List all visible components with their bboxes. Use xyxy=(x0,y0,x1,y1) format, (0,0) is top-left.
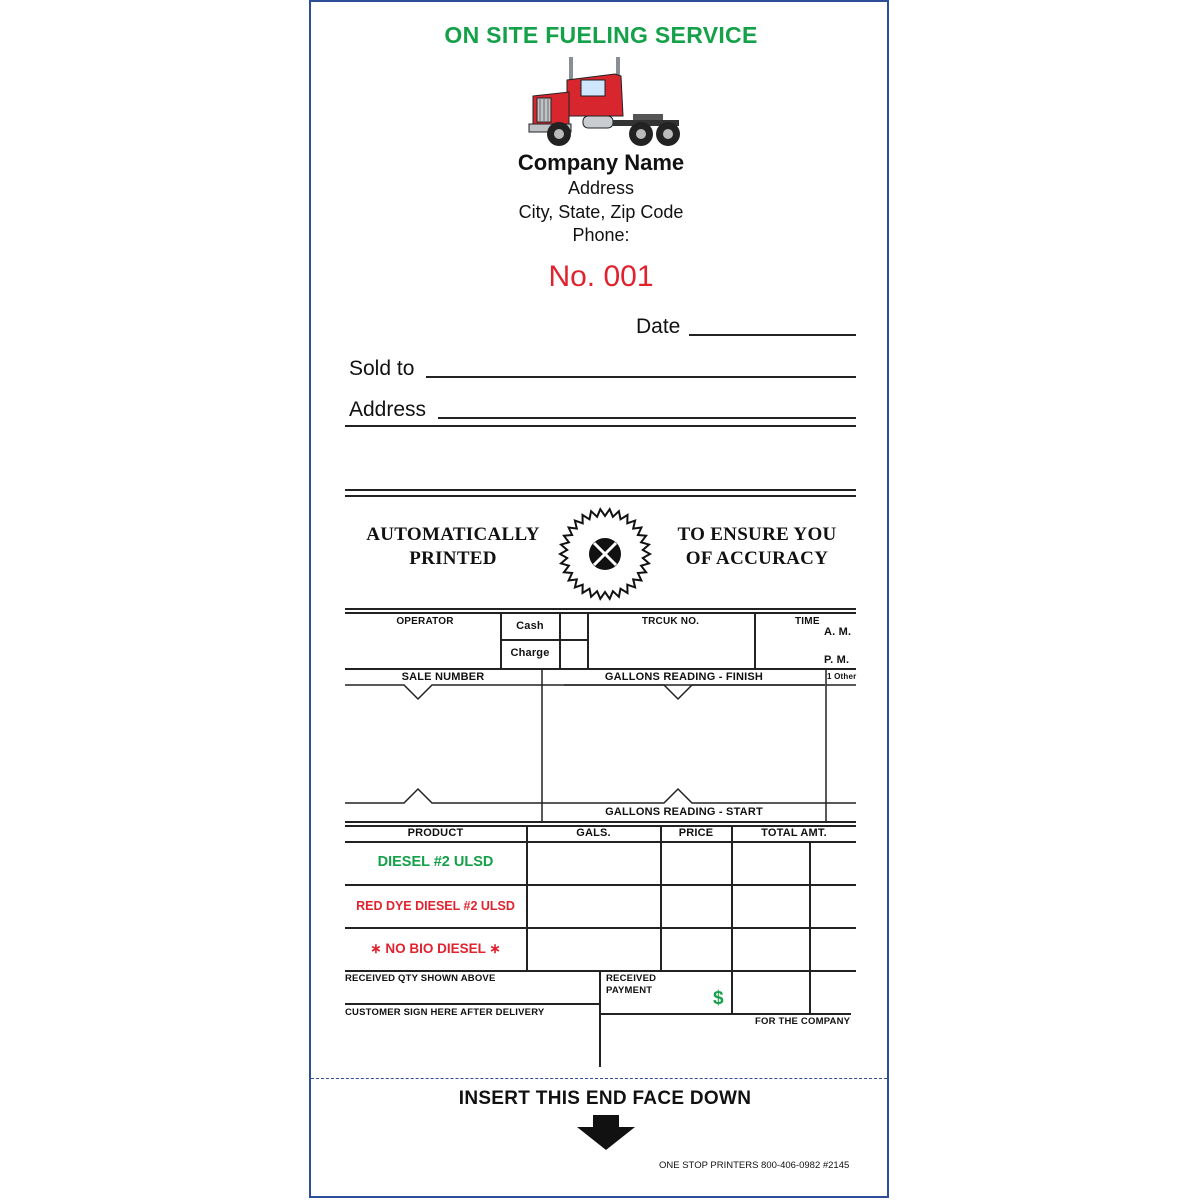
section-divider-bottom xyxy=(345,495,856,497)
truck-no-label: TRCUK NO. xyxy=(641,616,700,627)
cash-checkbox-divider xyxy=(559,612,561,668)
operator-label: OPERATOR xyxy=(396,616,454,627)
auto-printed-line-1: AUTOMATICALLY xyxy=(366,524,540,545)
accuracy-line-2: OF ACCURACY xyxy=(685,548,829,569)
gals-col-divider xyxy=(660,825,662,970)
company-name: Company Name xyxy=(517,150,685,175)
product-row-1-bottom xyxy=(345,884,856,886)
gallons-start-label: GALLONS READING - START xyxy=(605,806,763,818)
product-table-top-a xyxy=(345,821,856,823)
accuracy-line-1: TO ENSURE YOU xyxy=(677,524,837,545)
payment-bottom-line xyxy=(599,1013,851,1015)
info-row-top-b xyxy=(345,612,856,614)
received-payment-line-1: RECEIVED xyxy=(606,973,657,984)
company-phone: Phone: xyxy=(572,225,630,245)
product-col-divider xyxy=(526,825,528,970)
price-header: PRICE xyxy=(678,827,714,839)
received-payment-line-2: PAYMENT xyxy=(606,985,653,996)
fuel-ticket-form xyxy=(309,0,889,1198)
cash-label[interactable]: Cash xyxy=(516,620,544,632)
address-divider xyxy=(345,425,856,427)
cash-charge-divider xyxy=(500,639,588,641)
address-label: Address xyxy=(349,398,427,421)
received-qty-label: RECEIVED QTY SHOWN ABOVE xyxy=(345,973,496,984)
product-row-3-bottom xyxy=(345,970,856,972)
price-col-divider xyxy=(731,825,733,1015)
insert-instruction: INSERT THIS END FACE DOWN xyxy=(458,1088,752,1109)
customer-sign-line[interactable] xyxy=(345,1003,599,1005)
for-company-label: FOR THE COMPANY xyxy=(755,1016,851,1027)
customer-sign-label: CUSTOMER SIGN HERE AFTER DELIVERY xyxy=(345,1007,545,1018)
charge-label[interactable]: Charge xyxy=(510,647,550,659)
date-label: Date xyxy=(636,315,681,338)
sold-to-label: Sold to xyxy=(349,357,415,380)
info-row-top-a xyxy=(345,608,856,610)
product-row-red-dye: RED DYE DIESEL #2 ULSD xyxy=(356,899,515,913)
payment-divider xyxy=(599,970,601,1067)
auto-printed-line-2: PRINTED xyxy=(409,548,497,569)
sale-number-label: SALE NUMBER xyxy=(401,671,485,683)
gallons-finish-label: GALLONS READING - FINISH xyxy=(604,671,764,683)
product-row-no-bio: ∗ NO BIO DIESEL ∗ xyxy=(370,941,501,956)
pm-label[interactable]: P. M. xyxy=(824,654,850,666)
product-row-2-bottom xyxy=(345,927,856,929)
service-title: ON SITE FUELING SERVICE xyxy=(444,22,758,48)
section-divider-top xyxy=(345,489,856,491)
sold-to-line[interactable] xyxy=(426,376,856,378)
perforation-line xyxy=(311,1078,887,1079)
arrow-down-icon xyxy=(575,1115,637,1151)
address-line[interactable] xyxy=(438,417,856,419)
product-header: PRODUCT xyxy=(407,827,464,839)
other-label: 1 Other xyxy=(827,672,857,681)
product-header-bottom xyxy=(345,841,856,843)
printer-credit: ONE STOP PRINTERS 800-406-0982 #2145 xyxy=(659,1160,850,1171)
truck-divider xyxy=(754,612,756,668)
time-label: TIME xyxy=(795,616,820,627)
date-line[interactable] xyxy=(689,334,856,336)
product-row-diesel: DIESEL #2 ULSD xyxy=(377,854,494,870)
total-amt-header: TOTAL AMT. xyxy=(761,827,827,839)
company-address: Address xyxy=(567,178,635,198)
semi-truck-icon xyxy=(523,54,683,149)
am-label[interactable]: A. M. xyxy=(824,626,852,638)
ticket-number: No. 001 xyxy=(548,260,654,293)
company-city-state-zip: City, State, Zip Code xyxy=(518,202,684,222)
gals-header: GALS. xyxy=(576,827,611,839)
dollar-sign: $ xyxy=(713,988,724,1009)
seal-icon xyxy=(558,507,652,601)
